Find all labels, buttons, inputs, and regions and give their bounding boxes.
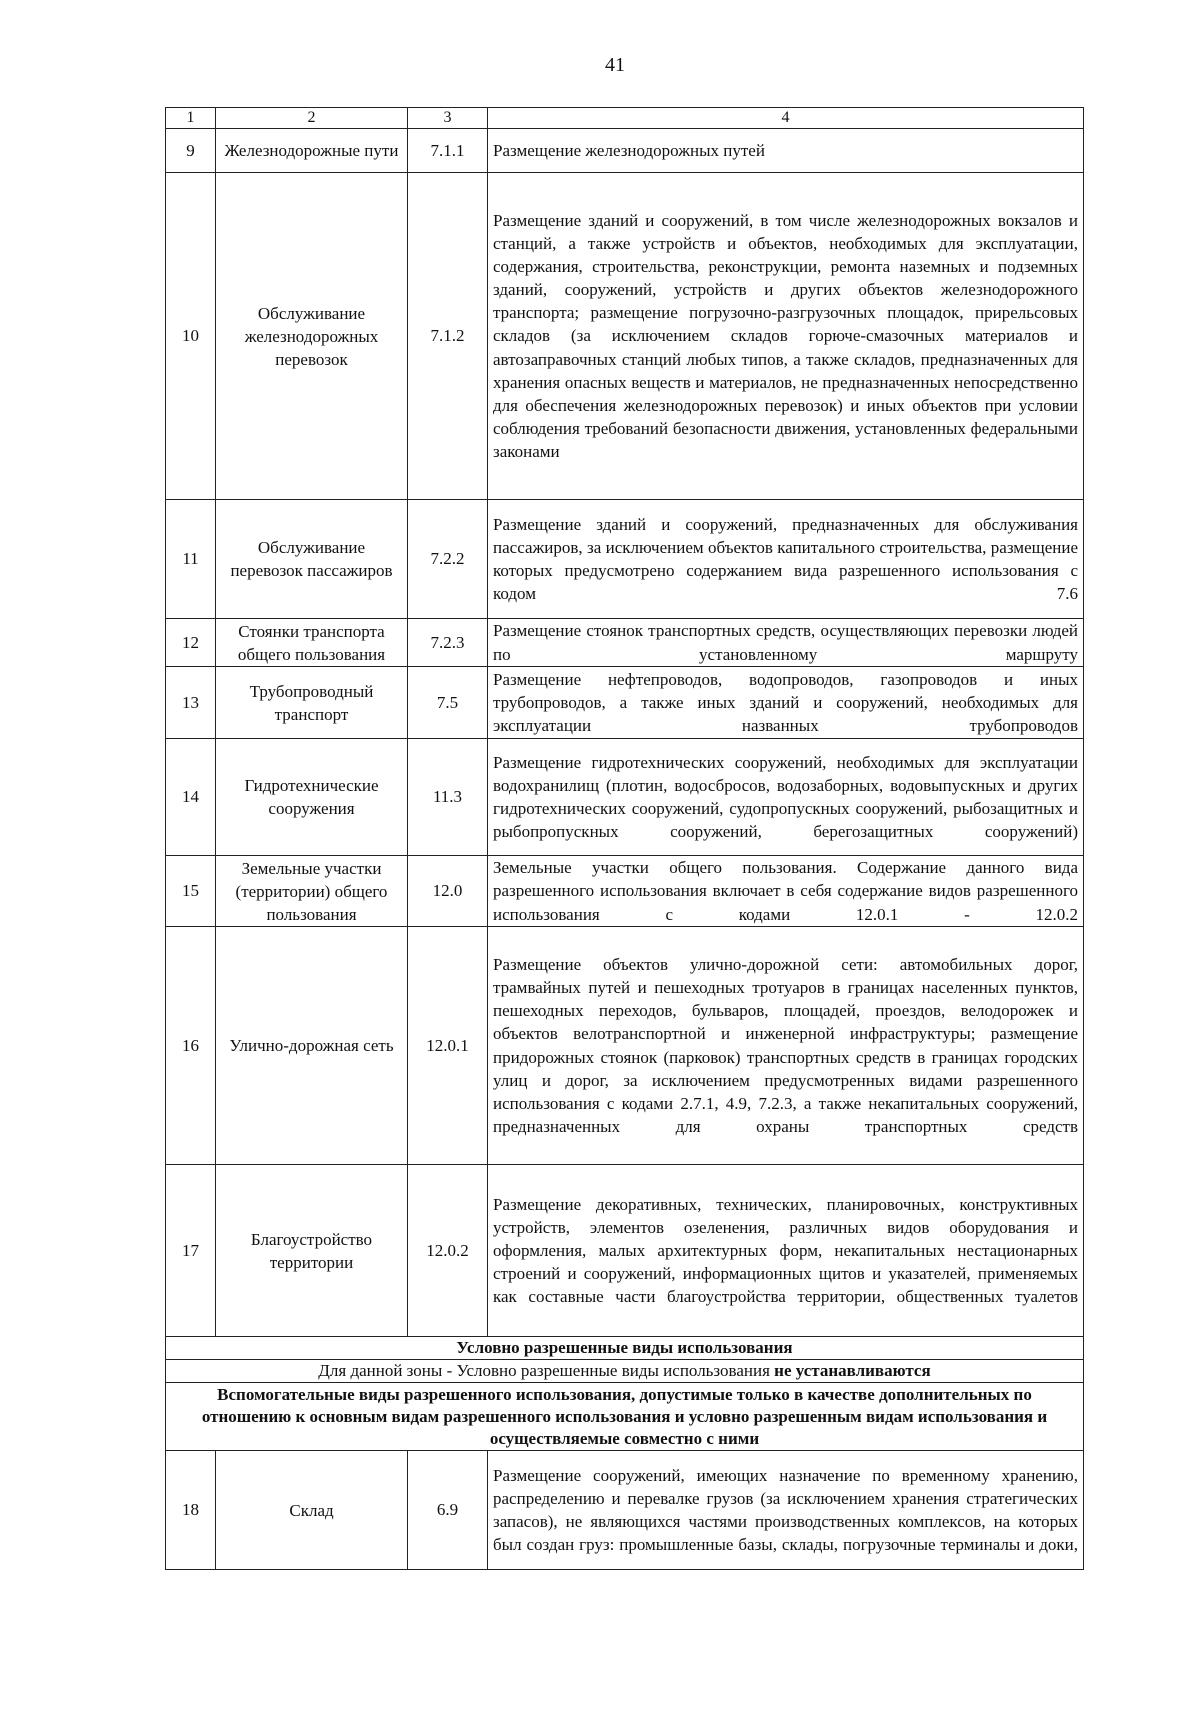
table-row — [166, 500, 1084, 619]
use-type-description: Размещение зданий и сооружений, в том числе железнодорожных вокзалов и станций, а также устройств и объектов, необходимых для эксплуатации, содержания, строительства, реконструкции, ремонта наземных и подземных зданий, сооружений, устройств и других объектов железнодорожного транспорта; размещение погрузочно-разгрузочных площадок, прирельсовых складов (за исключением складов горюче-смазочных материалов и автозаправочных станций любых типов, а также складов, предназначенных для хранения опасных веществ и материалов, не предназначенных непосредственно для обеспечения железнодорожных перевозок) и иных объектов при условии соблюдения требований безопасности движения, установленных федеральными законами — [488, 173, 1084, 500]
table-header-row — [166, 108, 1084, 129]
table-row — [166, 173, 1084, 500]
row-number: 10 — [166, 173, 216, 500]
use-type-code: 11.3 — [408, 739, 488, 856]
use-type-name: Трубопроводный транспорт — [216, 667, 408, 739]
use-type-description: Размещение зданий и сооружений, предназначенных для обслуживания пассажиров, за исключением объектов капитального строительства, размещение которых предусмотрено содержанием вида разрешенного использования с кодом 7.6 — [488, 500, 1084, 619]
use-type-code: 7.2.3 — [408, 619, 488, 667]
table-row — [166, 619, 1084, 667]
table-row — [166, 927, 1084, 1165]
table-row — [166, 129, 1084, 173]
use-type-code: 7.2.2 — [408, 500, 488, 619]
use-type-name: Улично-дорожная сеть — [216, 927, 408, 1165]
use-type-code: 7.1.1 — [408, 129, 488, 173]
zone-note-row — [166, 1360, 1084, 1383]
table-row — [166, 856, 1084, 927]
section-heading-conditional: Условно разрешенные виды использования — [166, 1337, 1084, 1360]
zone-note-prefix: Для данной зоны - Условно разрешенные виды использования — [318, 1361, 775, 1380]
column-header: 4 — [488, 108, 1084, 129]
row-number: 18 — [166, 1451, 216, 1570]
use-type-code: 12.0.1 — [408, 927, 488, 1165]
land-use-table — [165, 107, 1084, 1570]
use-type-description: Размещение объектов улично-дорожной сети: автомобильных дорог, трамвайных путей и пешеходных тротуаров в границах населенных пунктов, пешеходных переходов, бульваров, площадей, проездов, велодорожек и объектов велотранспортной и инженерной инфраструктуры; размещение придорожных стоянок (парковок) транспортных средств в границах городских улиц и дорог, за исключением предусмотренных видами разрешенного использования с кодами 2.7.1, 4.9, 7.2.3, а также некапитальных сооружений, предназначенных для охраны транспортных средств — [488, 927, 1084, 1165]
column-header: 2 — [216, 108, 408, 129]
use-type-code: 12.0.2 — [408, 1165, 488, 1337]
column-header: 3 — [408, 108, 488, 129]
use-type-name: Обслуживание перевозок пассажиров — [216, 500, 408, 619]
row-number: 14 — [166, 739, 216, 856]
use-type-description: Земельные участки общего пользования. Содержание данного вида разрешенного использования включает в себя содержание видов разрешенного использования с кодами 12.0.1 - 12.0.2 — [488, 856, 1084, 927]
row-number: 11 — [166, 500, 216, 619]
use-type-name: Благоустройство территории — [216, 1165, 408, 1337]
row-number: 17 — [166, 1165, 216, 1337]
section-heading-row — [166, 1383, 1084, 1451]
column-header: 1 — [166, 108, 216, 129]
section-heading-auxiliary: Вспомогательные виды разрешенного использования, допустимые только в качестве дополнительных по отношению к основным видам разрешенного использования и условно разрешенным видам использования и осуществляемые совместно с ними — [166, 1383, 1084, 1451]
row-number: 9 — [166, 129, 216, 173]
row-number: 13 — [166, 667, 216, 739]
section-heading-row — [166, 1337, 1084, 1360]
row-number: 12 — [166, 619, 216, 667]
use-type-name: Земельные участки (территории) общего пользования — [216, 856, 408, 927]
zone-note — [166, 1360, 1084, 1383]
use-type-description: Размещение гидротехнических сооружений, необходимых для эксплуатации водохранилищ (плотин, водосбросов, водозаборных, водовыпускных и других гидротехнических сооружений, судопропускных сооружений, рыбозащитных и рыбопропускных сооружений, берегозащитных сооружений) — [488, 739, 1084, 856]
use-type-name: Стоянки транспорта общего пользования — [216, 619, 408, 667]
use-type-name: Гидротехнические сооружения — [216, 739, 408, 856]
use-type-description: Размещение декоративных, технических, планировочных, конструктивных устройств, элементов озеленения, различных видов оборудования и оформления, малых архитектурных форм, некапитальных нестационарных строений и сооружений, информационных щитов и указателей, применяемых как составные части благоустройства территории, общественных туалетов — [488, 1165, 1084, 1337]
use-type-description: Размещение сооружений, имеющих назначение по временному хранению, распределению и перевалке грузов (за исключением хранения стратегических запасов), не являющихся частями производственных комплексов, на которых был создан груз: промышленные базы, склады, погрузочные терминалы и доки, — [488, 1451, 1084, 1570]
use-type-name: Железнодорожные пути — [216, 129, 408, 173]
table-row — [166, 1165, 1084, 1337]
row-number: 15 — [166, 856, 216, 927]
table-row — [166, 667, 1084, 739]
use-type-description: Размещение нефтепроводов, водопроводов, газопроводов и иных трубопроводов, а также иных зданий и сооружений, необходимых для эксплуатации названных трубопроводов — [488, 667, 1084, 739]
use-type-code: 12.0 — [408, 856, 488, 927]
table-row — [166, 739, 1084, 856]
use-type-name: Обслуживание железнодорожных перевозок — [216, 173, 408, 500]
row-number: 16 — [166, 927, 216, 1165]
use-type-code: 7.5 — [408, 667, 488, 739]
use-type-name: Склад — [216, 1451, 408, 1570]
use-type-description: Размещение стоянок транспортных средств, осуществляющих перевозки людей по установленному маршруту — [488, 619, 1084, 667]
use-type-description: Размещение железнодорожных путей — [488, 129, 1084, 173]
zone-note-emphasis: не устанавливаются — [774, 1361, 931, 1380]
use-type-code: 7.1.2 — [408, 173, 488, 500]
use-type-code: 6.9 — [408, 1451, 488, 1570]
page-number: 41 — [605, 54, 625, 76]
table-row — [166, 1451, 1084, 1570]
